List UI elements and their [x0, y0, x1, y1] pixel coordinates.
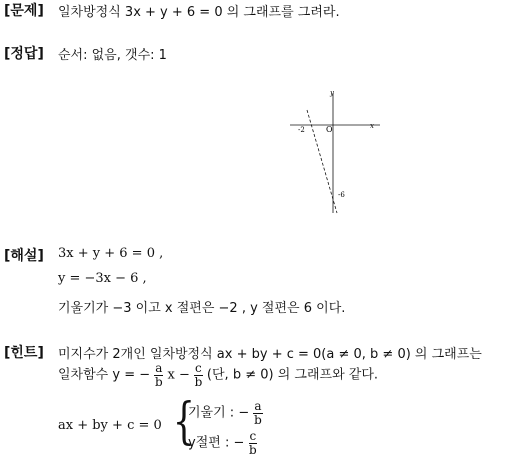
- solution-line-3: 기울기가 −3 이고 x 절편은 −2 , y 절편은 6 이다.: [58, 301, 346, 316]
- fraction-a-over-b: [154, 362, 163, 388]
- graph-figure: [290, 88, 390, 218]
- fraction-numerator: a: [155, 361, 163, 375]
- x-axis-label: x: [370, 122, 374, 130]
- solution-tag: [해설]: [4, 248, 44, 264]
- solution-line-1: 3x + y + 6 = 0 ,: [58, 246, 164, 261]
- problem-tag: [문제]: [4, 3, 44, 19]
- hint-equation: ax + by + c = 0: [58, 418, 162, 433]
- hint-line-2-mid: x −: [167, 367, 190, 383]
- y-intercept-label: -6: [338, 191, 345, 199]
- fraction-numerator: c: [249, 429, 257, 443]
- x-intercept-label: -2: [298, 126, 305, 134]
- problem-text: 일차방정식 3x + y + 6 = 0 의 그래프를 그려라.: [58, 5, 340, 20]
- fraction-numerator: c: [195, 361, 202, 375]
- fraction-numerator: a: [254, 399, 262, 413]
- hint-tag: [힌트]: [4, 345, 44, 361]
- brace-symbol: {: [172, 392, 196, 450]
- fraction-denominator: b: [249, 442, 257, 457]
- hint-slope-row: [188, 400, 263, 426]
- hint-line-1: 미지수가 2개인 일차방정식 ax + by + c = 0(a ≠ 0, b ≠ 0) 의 그래프는: [58, 347, 482, 362]
- hint-yint-label: y절편 : −: [188, 435, 245, 451]
- answer-text: 순서: 없음, 갯수: 1: [58, 48, 167, 63]
- y-axis-label: y: [330, 89, 334, 97]
- fraction-a-over-b: [253, 400, 262, 426]
- hint-line-2-suffix: (단, b ≠ 0) 의 그래프와 같다.: [206, 367, 379, 383]
- hint-line-2: [58, 362, 378, 388]
- fraction-denominator: b: [194, 374, 203, 389]
- fraction-c-over-b: [194, 362, 203, 388]
- fraction-c-over-b: [249, 430, 258, 456]
- hint-yint-row: [188, 430, 257, 456]
- fraction-denominator: b: [154, 374, 163, 389]
- hint-slope-label: 기울기 : −: [188, 405, 250, 421]
- solution-line-2: y = −3x − 6 ,: [58, 271, 147, 286]
- origin-label: O: [326, 125, 333, 134]
- fraction-denominator: b: [254, 412, 262, 427]
- hint-line-2-prefix: 일차함수 y = −: [58, 367, 151, 383]
- answer-tag: [정답]: [4, 46, 44, 62]
